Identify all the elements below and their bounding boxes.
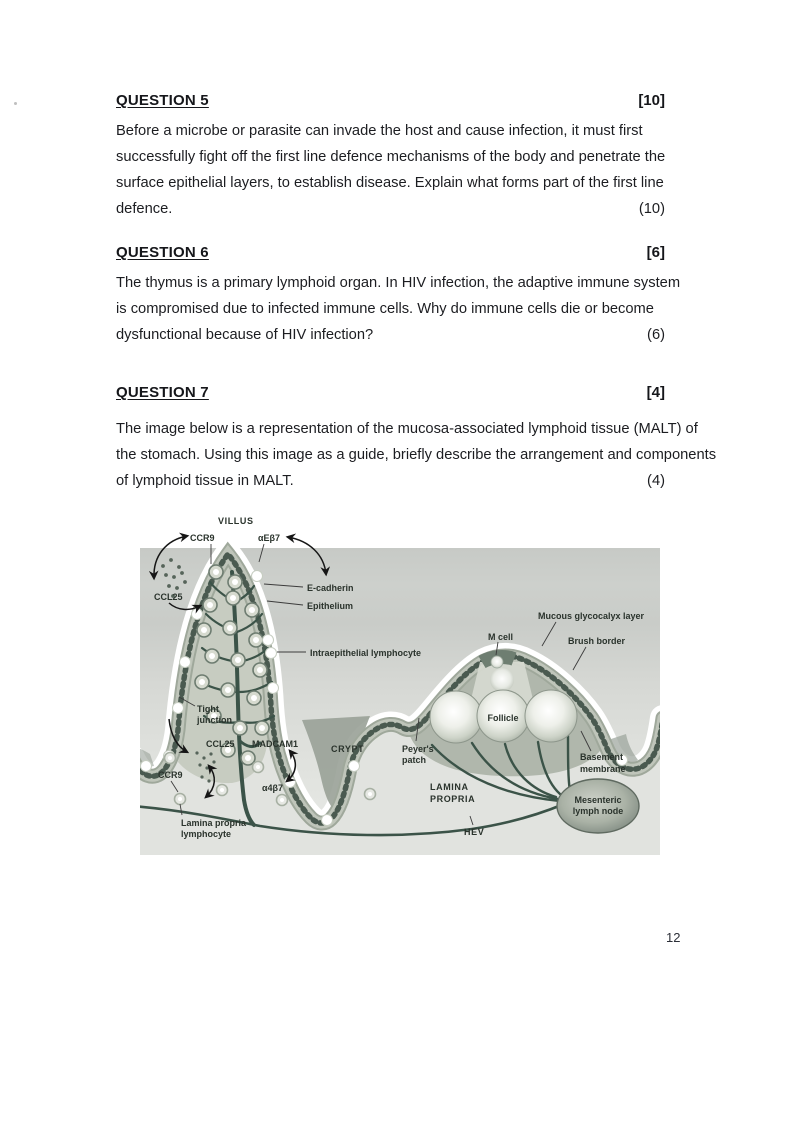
label-mesenteric-lymph-node-2: lymph node — [572, 806, 624, 816]
scan-artifact-dot — [14, 102, 17, 105]
question-6-heading-row — [116, 244, 665, 262]
label-mesenteric-lymph-node-1: Mesenteric — [574, 795, 622, 805]
malt-figure — [140, 510, 660, 855]
question-7-body — [116, 416, 717, 494]
question-5 — [116, 92, 665, 222]
follicle — [525, 690, 577, 742]
question-5-total-marks: [10] — [638, 92, 665, 109]
label-lamina-propria-1: LAMINA — [430, 782, 469, 792]
question-line: Before a microbe or parasite can invade the host and cause infection, it must first — [116, 123, 643, 139]
label-hev: HEV — [464, 827, 485, 837]
question-5-heading: QUESTION 5 — [116, 92, 209, 109]
label-e-cadherin: E-cadherin — [307, 583, 354, 593]
label-epithelium: Epithelium — [307, 601, 354, 611]
question-last-line — [116, 322, 665, 348]
dome-lymphocyte — [490, 668, 514, 692]
label-mucous-glycocalyx: Mucous glycocalyx layer — [538, 611, 645, 621]
label-lamina-propria-lymphocyte-2: lymphocyte — [181, 829, 232, 839]
label-lamina-propria-2: PROPRIA — [430, 794, 476, 804]
label-ccl25-bottom: CCL25 — [206, 739, 235, 749]
question-6-sub-marks: (6) — [647, 327, 665, 343]
question-5-body — [116, 118, 665, 222]
question-line: The image below is a representation of the mucosa-associated lymphoid tissue (MALT) of — [116, 421, 698, 437]
question-last-line — [116, 468, 665, 494]
label-tight-junction-2: junction — [197, 715, 232, 725]
question-6-total-marks: [6] — [646, 244, 665, 261]
question-6-heading: QUESTION 6 — [116, 244, 209, 261]
question-line: the stomach. Using this image as a guide, briefly describe the arrangement and components — [116, 447, 717, 463]
question-7-heading-row — [116, 384, 665, 402]
label-lamina-propria-lymphocyte-1: Lamina propria — [181, 818, 247, 828]
label-m-cell: M cell — [488, 632, 514, 642]
question-7 — [116, 384, 717, 494]
question-7-total-marks: [4] — [646, 384, 665, 401]
label-ccr9-top: CCR9 — [190, 533, 215, 543]
label-ccl25-top: CCL25 — [154, 592, 183, 602]
m-cell-body — [491, 656, 503, 668]
label-basement-membrane-2: membrane — [580, 764, 626, 774]
question-line-text: dysfunctional because of HIV infection? — [116, 327, 374, 343]
question-7-heading: QUESTION 7 — [116, 384, 209, 401]
question-5-sub-marks: (10) — [638, 201, 665, 217]
malt-diagram — [140, 510, 660, 855]
label-intraepithelial-lymphocyte: Intraepithelial lymphocyte — [310, 648, 422, 658]
question-line: successfully fight off the first line defence mechanisms of the body and penetrate the — [116, 149, 666, 165]
question-line: surface epithelial layers, to establish disease. Explain what forms part of the first line — [116, 175, 664, 191]
label-tight-junction-1: Tight — [197, 704, 219, 714]
label-follicle: Follicle — [487, 713, 519, 723]
label-villus: VILLUS — [218, 516, 254, 526]
label-aeb7: αEβ7 — [258, 533, 281, 543]
label-a4b7: α4β7 — [262, 783, 284, 793]
label-brush-border: Brush border — [568, 636, 626, 646]
label-basement-membrane-1: Basement — [580, 752, 624, 762]
question-6-body — [116, 270, 681, 348]
question-line-text: of lymphoid tissue in MALT. — [116, 473, 294, 489]
question-line-text: defence. — [116, 201, 173, 217]
label-madcam1: MADCAM1 — [252, 739, 298, 749]
question-line: The thymus is a primary lymphoid organ. In HIV infection, the adaptive immune system — [116, 275, 681, 291]
label-peyers-patch-1: Peyer's — [402, 744, 434, 754]
label-ccr9-bottom: CCR9 — [158, 770, 183, 780]
question-line: is compromised due to infected immune cells. Why do immune cells die or become — [116, 301, 654, 317]
question-7-sub-marks: (4) — [647, 473, 665, 489]
question-5-heading-row — [116, 92, 665, 110]
label-crypt: CRYPT — [331, 744, 365, 754]
page-number: 12 — [666, 930, 681, 945]
label-peyers-patch-2: patch — [402, 755, 427, 765]
question-last-line — [116, 196, 665, 222]
question-6 — [116, 244, 681, 348]
follicle — [430, 691, 482, 743]
